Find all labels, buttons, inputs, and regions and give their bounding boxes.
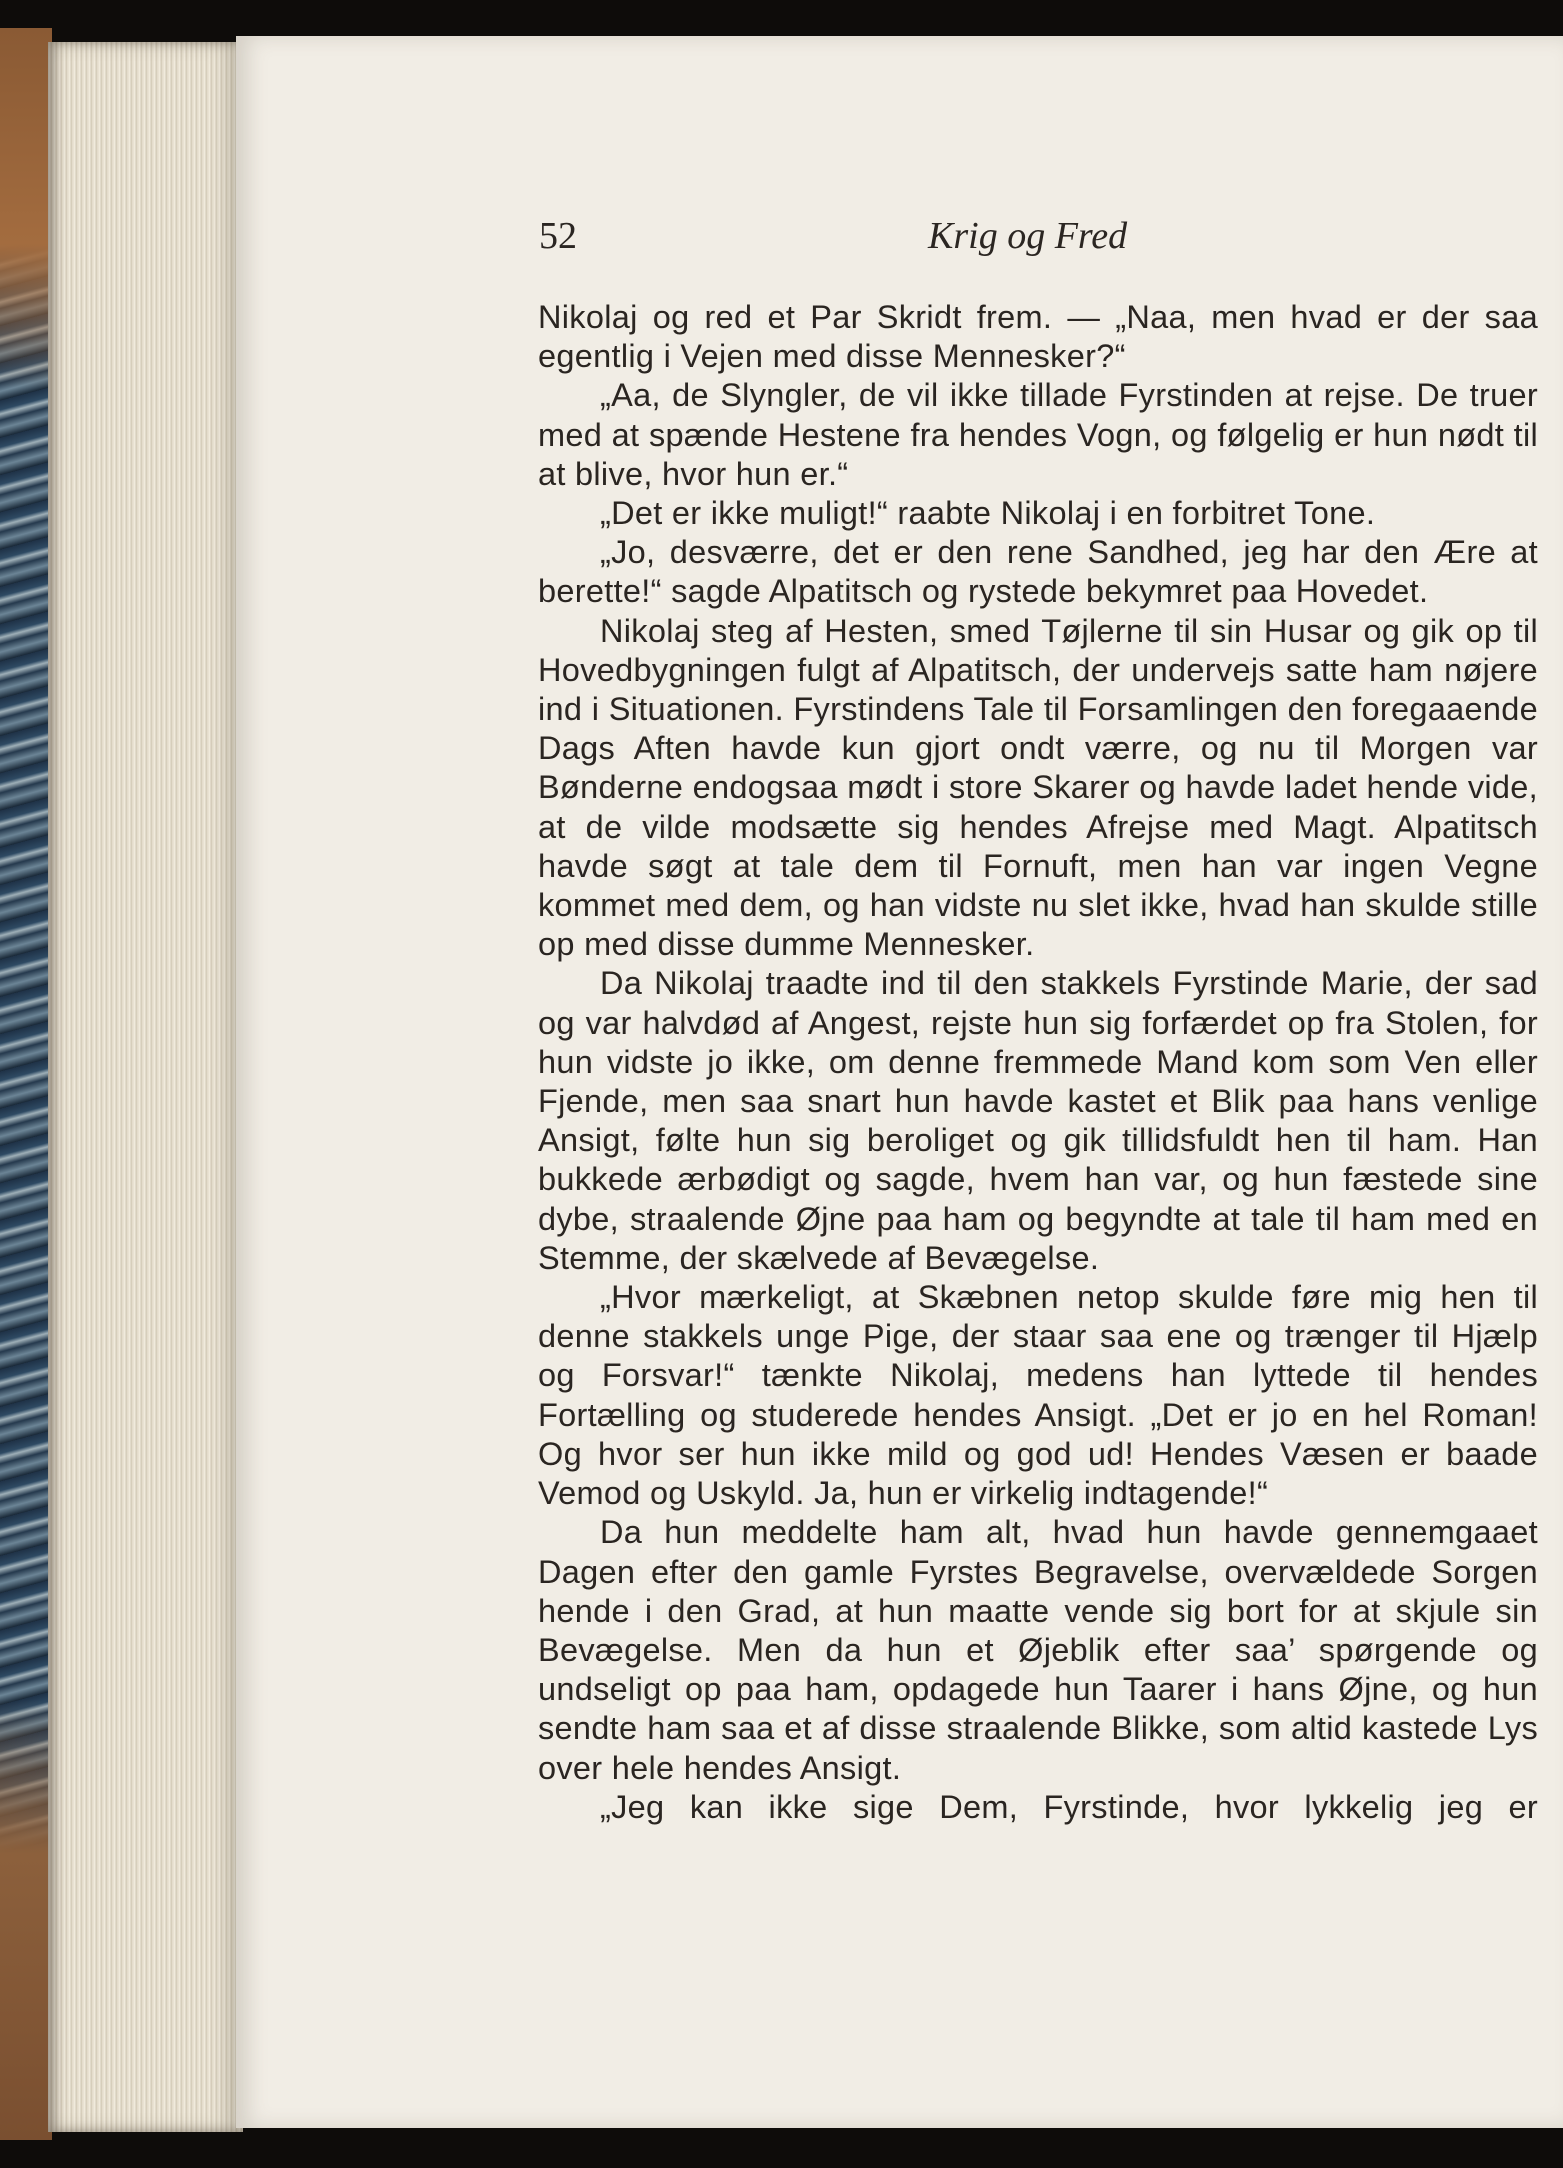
book-cover-leather-top [0,28,52,388]
paragraph: „Jo, desværre, det er den rene Sandhed, jeg har den Ære at berette!“ sagde Alpatitsch og rystede bekymret paa Hovedet. [538,534,1538,610]
paragraph: Da Nikolaj traadte ind til den stakkels Fyrstinde Marie, der sad og var halvdød af Angest, rejste hun sig forfærdet op fra Stolen, for hun vidste jo ikke, om denne fremmede Mand kom som Ven eller Fjende, men saa snart hun havde kastet et Blik paa hans venlige Ansigt, følte hun sig beroliget og gik tillidsfuldt hen til ham. Han bukkede ærbødigt og sagde, hvem han var, og hun fæstede sine dybe, straalende Øjne paa ham og begyndte at tale til ham med en Stemme, der skælvede af Bevægelse. [538,965,1538,1276]
running-title: Krig og Fred [928,215,1128,257]
paragraph: „Det er ikke muligt!“ raabte Nikolaj i en forbitret Tone. [600,495,1376,532]
page-stack-edge [48,42,243,2132]
book-page [236,36,1563,2128]
page-number: 52 [539,215,577,257]
paragraph: „Aa, de Slyngler, de vil ikke tillade Fyrstinden at rejse. De truer med at spænde Hestene fra hendes Vogn, og følgelig er hun nødt til at blive, hvor hun er.“ [538,377,1538,492]
body-text [538,298,1538,1827]
paragraph: „Hvor mærkeligt, at Skæbnen netop skulde føre mig hen til denne stakkels unge Pige, der staar saa ene og trænger til Hjælp og Forsvar!“ tænkte Nikolaj, medens han lyttede til hendes Fortælling og studerede hendes Ansigt. „Det er jo en hel Roman! Og hvor ser hun ikke mild og god ud! Hendes Væsen er baade Vemod og Uskyld. Ja, hun er virkelig indtagende!“ [538,1279,1538,1512]
paragraph: Nikolaj og red et Par Skridt frem. — „Naa, men hvad er der saa egentlig i Vejen med disse Mennesker?“ [538,299,1538,375]
paragraph: Nikolaj steg af Hesten, smed Tøjlerne til sin Husar og gik op til Hovedbygningen fulgt af Alpatitsch, der undervejs satte ham nøjere ind i Situationen. Fyrstindens Tale til Forsamlingen den foregaaende Dags Aften havde kun gjort ondt værre, og nu til Morgen var Bønderne endogsaa mødt i store Skarer og havde ladet hende vide, at de vilde modsætte sig hendes Afrejse med Magt. Alpatitsch havde søgt at tale dem til Fornuft, men han var ingen Vegne kommet med dem, og han vidste nu slet ikke, hvad han skulde stille op med disse dumme Mennesker. [538,612,1538,963]
page-header [236,214,1563,264]
book-cover-leather-bottom [0,1700,52,2140]
paragraph: Da hun meddelte ham alt, hvad hun havde gennemgaaet Dagen efter den gamle Fyrstes Begravelse, overvældede Sorgen hende i den Grad, at hun maatte vende sig bort for at skjule sin Bevægelse. Men da hun et Øjeblik efter saa’ spørgende og undseligt op paa ham, opdagede hun Taarer i hans Øjne, og hun sendte ham saa et af disse straalende Blikke, som altid kastede Lys over hele hendes Ansigt. [538,1514,1538,1786]
paragraph: „Jeg kan ikke sige Dem, Fyrstinde, hvor lykkelig jeg er [600,1788,1538,1825]
